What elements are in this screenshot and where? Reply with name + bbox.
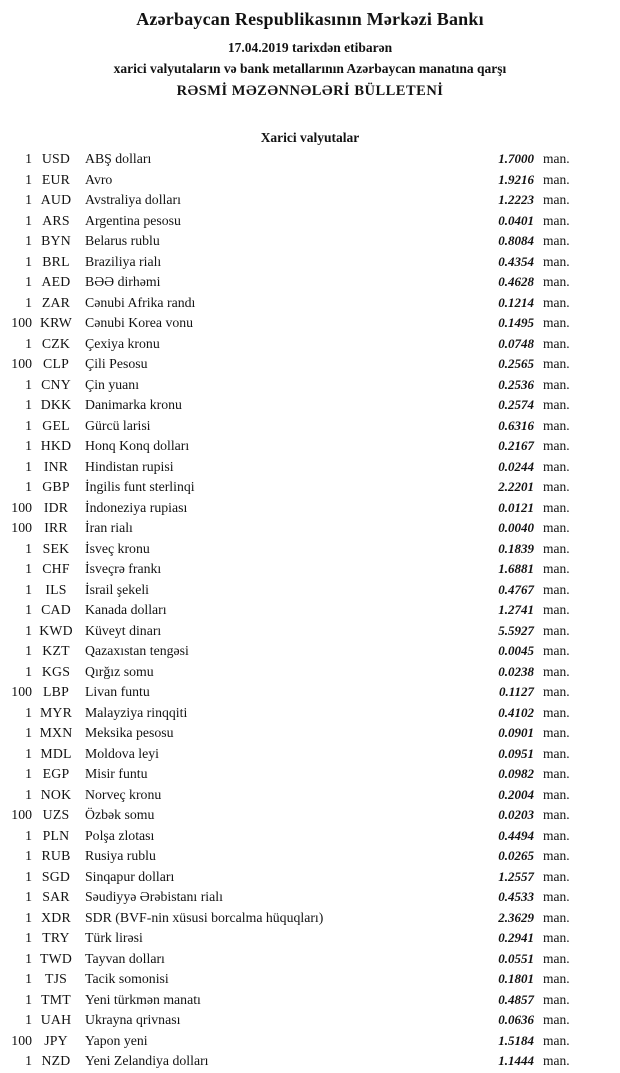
currency-code: BRL xyxy=(42,253,70,269)
currency-code: RUB xyxy=(41,848,71,864)
rate-row xyxy=(6,744,576,765)
rate-value: 0.2167 xyxy=(498,438,534,454)
rate-value: 1.2741 xyxy=(498,602,534,618)
rate-row xyxy=(6,170,576,191)
rate-quantity: 1 xyxy=(25,294,32,310)
unit-label: man. xyxy=(543,848,570,864)
effective-date-line: 17.04.2019 tarixdən etibarən xyxy=(227,40,393,55)
rate-quantity: 1 xyxy=(25,1012,32,1028)
rate-value: 0.0982 xyxy=(498,766,534,782)
rate-row xyxy=(6,1010,576,1031)
rate-value: 0.0901 xyxy=(498,725,534,741)
rate-value: 1.1444 xyxy=(498,1053,534,1069)
currency-code: HKD xyxy=(40,438,72,454)
rate-row xyxy=(6,723,576,744)
currency-code: GEL xyxy=(42,417,70,433)
currency-name: Türk lirəsi xyxy=(85,930,143,946)
currency-code: AED xyxy=(41,274,71,290)
unit-label: man. xyxy=(543,909,570,925)
unit-label: man. xyxy=(543,725,570,741)
currency-name: Çin yuanı xyxy=(85,376,140,392)
rate-quantity: 100 xyxy=(11,520,32,536)
rate-quantity: 1 xyxy=(25,868,32,884)
rate-quantity: 1 xyxy=(25,725,32,741)
currency-code: CNY xyxy=(41,376,71,392)
rate-quantity: 1 xyxy=(25,971,32,987)
rate-value: 1.5184 xyxy=(498,1032,534,1048)
rate-row xyxy=(6,600,576,621)
unit-label: man. xyxy=(543,315,570,331)
currency-code: MYR xyxy=(39,704,73,720)
unit-label: man. xyxy=(543,356,570,372)
currency-name: Qırğız somu xyxy=(85,663,154,679)
unit-label: man. xyxy=(543,458,570,474)
unit-label: man. xyxy=(543,294,570,310)
rate-value: 2.3629 xyxy=(498,909,534,925)
rate-quantity: 1 xyxy=(25,827,32,843)
unit-label: man. xyxy=(543,1032,570,1048)
rate-quantity: 100 xyxy=(11,356,32,372)
rate-row xyxy=(6,1051,576,1072)
rate-row xyxy=(6,334,576,355)
rate-row xyxy=(6,764,576,785)
rate-row xyxy=(6,867,576,888)
rate-quantity: 1 xyxy=(25,540,32,556)
currency-name: Avro xyxy=(85,171,113,187)
unit-label: man. xyxy=(543,561,570,577)
unit-label: man. xyxy=(543,397,570,413)
rate-row xyxy=(6,621,576,642)
rate-value: 0.0401 xyxy=(498,212,534,228)
rate-quantity: 1 xyxy=(25,233,32,249)
unit-label: man. xyxy=(543,233,570,249)
currency-name: Küveyt dinarı xyxy=(85,622,162,638)
rate-quantity: 1 xyxy=(25,786,32,802)
currency-code: SGD xyxy=(41,868,71,884)
unit-label: man. xyxy=(543,151,570,167)
currency-code: IDR xyxy=(43,499,69,515)
rate-value: 0.2941 xyxy=(498,930,534,946)
section-title-foreign-currencies: Xarici valyutalar xyxy=(260,130,360,145)
rate-value: 0.0551 xyxy=(498,950,534,966)
rate-quantity: 1 xyxy=(25,930,32,946)
rate-value: 0.6316 xyxy=(498,417,534,433)
rate-row xyxy=(6,580,576,601)
unit-label: man. xyxy=(543,868,570,884)
currency-code: JPY xyxy=(44,1032,68,1048)
rate-row xyxy=(6,682,576,703)
rate-row xyxy=(6,969,576,990)
currency-name: Səudiyyə Ərəbistanı rialı xyxy=(85,889,223,905)
rate-row xyxy=(6,375,576,396)
rate-quantity: 1 xyxy=(25,171,32,187)
currency-code: IRR xyxy=(44,520,68,536)
rate-value: 0.0045 xyxy=(498,643,534,659)
rate-quantity: 1 xyxy=(25,950,32,966)
rate-quantity: 1 xyxy=(25,848,32,864)
currency-code: XDR xyxy=(41,909,71,925)
rate-value: 1.2223 xyxy=(498,192,534,208)
rate-quantity: 1 xyxy=(25,212,32,228)
currency-name: Braziliya rialı xyxy=(85,253,162,269)
rate-row xyxy=(6,785,576,806)
currency-name: Malayziya rinqqiti xyxy=(85,704,188,720)
rate-value: 0.2536 xyxy=(498,376,534,392)
rate-quantity: 1 xyxy=(25,253,32,269)
unit-label: man. xyxy=(543,479,570,495)
currency-name: Ukrayna qrivnası xyxy=(85,1012,181,1028)
unit-label: man. xyxy=(543,376,570,392)
currency-name: Sinqapur dolları xyxy=(85,868,175,884)
currency-code: BYN xyxy=(41,233,71,249)
currency-name: Kanada dolları xyxy=(85,602,167,618)
currency-name: Yeni türkmən manatı xyxy=(85,991,201,1007)
rate-value: 2.2201 xyxy=(498,479,534,495)
currency-name: Moldova leyi xyxy=(85,745,159,761)
currency-code: UZS xyxy=(42,807,70,823)
page-title: Azərbaycan Respublikasının Mərkəzi Bankı xyxy=(136,9,484,29)
currency-code: LBP xyxy=(43,684,69,700)
rate-row xyxy=(6,703,576,724)
currency-name: Yeni Zelandiya dolları xyxy=(85,1053,209,1069)
rate-row xyxy=(6,518,576,539)
rate-row xyxy=(6,826,576,847)
unit-label: man. xyxy=(543,807,570,823)
rate-row xyxy=(6,293,576,314)
rate-row xyxy=(6,928,576,949)
rate-value: 0.2574 xyxy=(498,397,534,413)
currency-name: İsveç kronu xyxy=(85,540,150,556)
rate-row xyxy=(6,252,576,273)
currency-code: ILS xyxy=(45,581,67,597)
rate-row xyxy=(6,805,576,826)
currency-name: Cənubi Korea vonu xyxy=(85,315,194,331)
rate-value: 0.4628 xyxy=(498,274,534,290)
rate-value: 0.1495 xyxy=(498,315,534,331)
rate-quantity: 1 xyxy=(25,602,32,618)
currency-name: Danimarka kronu xyxy=(85,397,182,413)
rate-quantity: 1 xyxy=(25,745,32,761)
currency-name: Qazaxıstan tengəsi xyxy=(85,643,189,659)
rate-quantity: 1 xyxy=(25,1053,32,1069)
unit-label: man. xyxy=(543,1012,570,1028)
currency-name: Argentina pesosu xyxy=(85,212,181,228)
rate-row xyxy=(6,887,576,908)
unit-label: man. xyxy=(543,704,570,720)
rate-quantity: 1 xyxy=(25,192,32,208)
rate-value: 0.0238 xyxy=(498,663,534,679)
currency-code: ARS xyxy=(42,212,70,228)
rate-quantity: 100 xyxy=(11,1032,32,1048)
unit-label: man. xyxy=(543,745,570,761)
currency-code: ZAR xyxy=(41,294,71,310)
unit-label: man. xyxy=(543,581,570,597)
currency-code: NOK xyxy=(40,786,72,802)
rate-value: 0.0951 xyxy=(498,745,534,761)
currency-code: INR xyxy=(43,458,69,474)
rate-value: 0.1839 xyxy=(498,540,534,556)
unit-label: man. xyxy=(543,540,570,556)
rate-value: 0.0040 xyxy=(498,520,534,536)
rate-row xyxy=(6,436,576,457)
rate-value: 0.4533 xyxy=(498,889,534,905)
unit-label: man. xyxy=(543,786,570,802)
currency-code: MDL xyxy=(40,745,72,761)
rate-value: 0.2565 xyxy=(498,356,534,372)
rate-row xyxy=(6,949,576,970)
currency-code: KZT xyxy=(42,643,70,659)
rate-value: 0.0748 xyxy=(498,335,534,351)
currency-code: NZD xyxy=(41,1053,71,1069)
rate-row xyxy=(6,395,576,416)
unit-label: man. xyxy=(543,930,570,946)
currency-name: Meksika pesosu xyxy=(85,725,174,741)
rate-value: 0.4857 xyxy=(498,991,534,1007)
unit-label: man. xyxy=(543,212,570,228)
currency-name: İndoneziya rupiası xyxy=(85,499,188,515)
currency-code: CHF xyxy=(42,561,70,577)
rate-quantity: 1 xyxy=(25,376,32,392)
currency-code: DKK xyxy=(40,397,72,413)
currency-code: EUR xyxy=(41,171,71,187)
bulletin-subtitle: xarici valyutaların və bank metallarının Azərbaycan manatına qarşı xyxy=(113,61,507,76)
rate-row xyxy=(6,990,576,1011)
rate-row xyxy=(6,662,576,683)
unit-label: man. xyxy=(543,766,570,782)
rate-quantity: 1 xyxy=(25,438,32,454)
rate-row xyxy=(6,457,576,478)
rate-value: 0.0244 xyxy=(498,458,534,474)
currency-name: ABŞ dolları xyxy=(85,151,152,167)
currency-name: SDR (BVF-nin xüsusi borcalma hüquqları) xyxy=(85,909,324,925)
unit-label: man. xyxy=(543,335,570,351)
currency-name: Misir funtu xyxy=(85,766,148,782)
currency-code: TWD xyxy=(39,950,72,966)
rate-row xyxy=(6,211,576,232)
rate-value: 0.8084 xyxy=(498,233,534,249)
rate-row xyxy=(6,559,576,580)
rate-quantity: 1 xyxy=(25,622,32,638)
rate-quantity: 1 xyxy=(25,274,32,290)
currency-name: Polşa zlotası xyxy=(85,827,155,843)
rate-quantity: 100 xyxy=(11,499,32,515)
rate-value: 0.1214 xyxy=(498,294,534,310)
currency-code: CAD xyxy=(41,602,71,618)
unit-label: man. xyxy=(543,1053,570,1069)
rate-row xyxy=(6,908,576,929)
unit-label: man. xyxy=(543,520,570,536)
unit-label: man. xyxy=(543,499,570,515)
rate-quantity: 1 xyxy=(25,909,32,925)
currency-code: KWD xyxy=(39,622,73,638)
rate-row xyxy=(6,641,576,662)
currency-name: Avstraliya dolları xyxy=(85,192,181,208)
rate-row xyxy=(6,231,576,252)
rate-row xyxy=(6,190,576,211)
unit-label: man. xyxy=(543,171,570,187)
currency-code: CLP xyxy=(43,356,69,372)
currency-code: GBP xyxy=(42,479,70,495)
rate-value: 0.0203 xyxy=(498,807,534,823)
rate-row xyxy=(6,477,576,498)
currency-name: İran rialı xyxy=(85,520,133,536)
rate-value: 5.5927 xyxy=(498,622,534,638)
currency-name: İsveçrə frankı xyxy=(85,561,162,577)
rate-value: 0.4354 xyxy=(498,253,534,269)
rate-value: 1.9216 xyxy=(498,171,534,187)
currency-name: Rusiya rublu xyxy=(85,848,156,864)
currency-name: Belarus rublu xyxy=(85,233,160,249)
rates-table xyxy=(0,149,620,1072)
currency-code: TMT xyxy=(41,991,71,1007)
rate-value: 0.2004 xyxy=(498,786,534,802)
currency-name: Yapon yeni xyxy=(85,1032,148,1048)
rate-quantity: 1 xyxy=(25,458,32,474)
rate-quantity: 1 xyxy=(25,335,32,351)
unit-label: man. xyxy=(543,253,570,269)
rate-row xyxy=(6,149,576,170)
rate-quantity: 1 xyxy=(25,704,32,720)
rate-quantity: 1 xyxy=(25,643,32,659)
currency-name: Honq Konq dolları xyxy=(85,438,190,454)
unit-label: man. xyxy=(543,991,570,1007)
currency-name: Çili Pesosu xyxy=(85,356,148,372)
rate-row xyxy=(6,539,576,560)
bulletin-title: RƏSMİ MƏZƏNNƏLƏRİ BÜLLETENİ xyxy=(176,83,444,99)
rate-value: 0.4767 xyxy=(498,581,534,597)
rate-quantity: 1 xyxy=(25,663,32,679)
currency-code: PLN xyxy=(42,827,70,843)
currency-code: EGP xyxy=(42,766,70,782)
rate-quantity: 1 xyxy=(25,581,32,597)
currency-code: SAR xyxy=(42,889,70,905)
rate-row xyxy=(6,1031,576,1052)
rate-quantity: 1 xyxy=(25,479,32,495)
rate-row xyxy=(6,313,576,334)
unit-label: man. xyxy=(543,274,570,290)
unit-label: man. xyxy=(543,684,570,700)
rate-value: 0.1127 xyxy=(498,684,534,700)
currency-code: MXN xyxy=(39,725,73,741)
currency-code: TJS xyxy=(44,971,68,987)
currency-name: İngilis funt sterlinqi xyxy=(85,479,195,495)
unit-label: man. xyxy=(543,971,570,987)
rate-value: 0.0636 xyxy=(498,1012,534,1028)
currency-name: Cənubi Afrika randı xyxy=(85,294,196,310)
bulletin-header xyxy=(0,0,620,101)
rate-quantity: 100 xyxy=(11,315,32,331)
currency-name: Hindistan rupisi xyxy=(85,458,174,474)
currency-code: AUD xyxy=(40,192,72,208)
currency-code: SEK xyxy=(42,540,70,556)
currency-name: Özbək somu xyxy=(85,807,155,823)
rate-value: 1.6881 xyxy=(498,561,534,577)
rate-row xyxy=(6,354,576,375)
currency-code: USD xyxy=(41,151,71,167)
unit-label: man. xyxy=(543,663,570,679)
currency-code: TRY xyxy=(42,930,70,946)
unit-label: man. xyxy=(543,643,570,659)
rate-value: 0.0121 xyxy=(498,499,534,515)
rate-quantity: 1 xyxy=(25,561,32,577)
unit-label: man. xyxy=(543,889,570,905)
rate-value: 0.0265 xyxy=(498,848,534,864)
rate-row xyxy=(6,846,576,867)
rate-value: 1.2557 xyxy=(498,868,534,884)
currency-code: UAH xyxy=(40,1012,72,1028)
unit-label: man. xyxy=(543,192,570,208)
unit-label: man. xyxy=(543,417,570,433)
rate-value: 1.7000 xyxy=(498,151,534,167)
rate-row xyxy=(6,416,576,437)
currency-name: İsrail şekeli xyxy=(85,581,149,597)
rate-quantity: 1 xyxy=(25,151,32,167)
currency-name: Gürcü larisi xyxy=(85,417,151,433)
rate-row xyxy=(6,498,576,519)
rate-row xyxy=(6,272,576,293)
currency-name: Tayvan dolları xyxy=(85,950,165,966)
currency-name: Norveç kronu xyxy=(85,786,162,802)
rate-quantity: 100 xyxy=(11,807,32,823)
rate-quantity: 1 xyxy=(25,766,32,782)
currency-name: Çexiya kronu xyxy=(85,335,160,351)
unit-label: man. xyxy=(543,602,570,618)
unit-label: man. xyxy=(543,622,570,638)
rate-value: 0.4494 xyxy=(498,827,534,843)
unit-label: man. xyxy=(543,438,570,454)
rate-quantity: 1 xyxy=(25,889,32,905)
unit-label: man. xyxy=(543,950,570,966)
currency-name: Livan funtu xyxy=(85,684,150,700)
currency-name: BƏƏ dirhəmi xyxy=(85,274,161,290)
rate-value: 0.1801 xyxy=(498,971,534,987)
unit-label: man. xyxy=(543,827,570,843)
currency-code: CZK xyxy=(41,335,71,351)
rate-quantity: 1 xyxy=(25,417,32,433)
rate-quantity: 1 xyxy=(25,991,32,1007)
rate-quantity: 100 xyxy=(11,684,32,700)
rate-quantity: 1 xyxy=(25,397,32,413)
currency-name: Tacik somonisi xyxy=(85,971,169,987)
currency-code: KGS xyxy=(41,663,71,679)
currency-code: KRW xyxy=(39,315,73,331)
rate-value: 0.4102 xyxy=(498,704,534,720)
